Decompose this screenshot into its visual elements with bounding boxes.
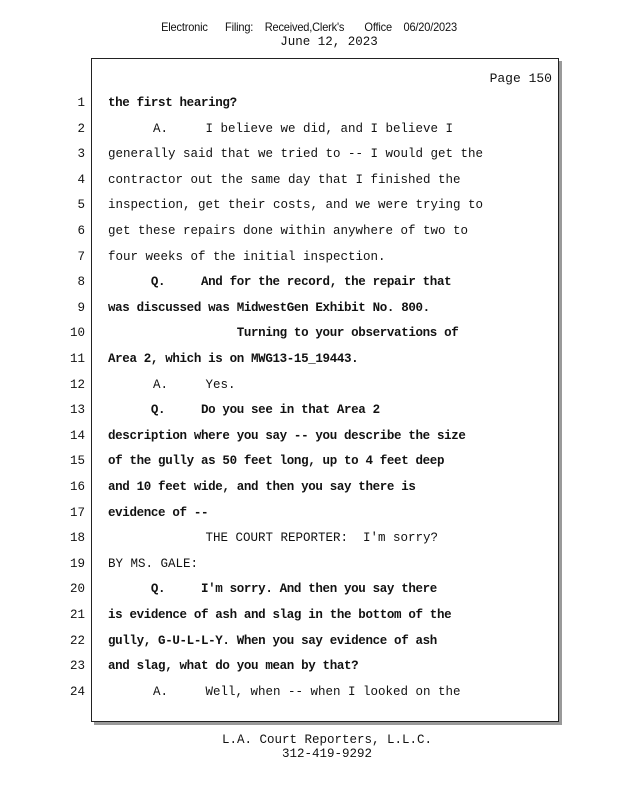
transcript-line: Q. And for the record, the repair that (108, 275, 452, 289)
line-number: 16 (69, 480, 85, 494)
line-number: 3 (77, 147, 85, 161)
line-number: 9 (77, 301, 85, 315)
transcript-line: and 10 feet wide, and then you say there is (108, 480, 416, 494)
line-number: 14 (69, 429, 85, 443)
transcript-line: is evidence of ash and slag in the bottom of the (108, 608, 452, 622)
transcript-line: A. Yes. (108, 378, 236, 392)
transcript-line: THE COURT REPORTER: I'm sorry? (108, 531, 439, 545)
line-number: 20 (69, 582, 85, 596)
transcript-line: description where you say -- you describe the size (108, 429, 466, 443)
transcript-line: Q. I'm sorry. And then you say there (108, 582, 437, 596)
line-number: 2 (77, 122, 85, 136)
line-number: 6 (77, 224, 85, 238)
footer-company: L.A. Court Reporters, L.L.C. (221, 733, 433, 747)
transcript-line: A. Well, when -- when I looked on the (108, 685, 461, 699)
transcript-line: contractor out the same day that I finished the (108, 173, 461, 187)
line-number: 8 (77, 275, 85, 289)
transcript-line: the first hearing? (108, 96, 237, 110)
line-number: 19 (69, 557, 85, 571)
line-number: 24 (69, 685, 85, 699)
line-number: 7 (77, 250, 85, 264)
line-number: 12 (69, 378, 85, 392)
transcript-line: Q. Do you see in that Area 2 (108, 403, 380, 417)
transcript-line: A. I believe we did, and I believe I (108, 122, 454, 136)
line-number: 21 (69, 608, 85, 622)
transcript-line: BY MS. GALE: (108, 557, 199, 571)
transcript-line: four weeks of the initial inspection. (108, 250, 386, 264)
transcript-line: get these repairs done within anywhere of two to (108, 224, 469, 238)
transcript-line: and slag, what do you mean by that? (108, 659, 359, 673)
line-number: 1 (77, 96, 85, 110)
transcript-line: Turning to your observations of (108, 326, 459, 340)
line-number: 18 (69, 531, 85, 545)
transcript-line: Area 2, which is on MWG13-15_19443. (108, 352, 359, 366)
line-number: 10 (69, 326, 85, 340)
transcript-line: evidence of -- (108, 506, 209, 520)
line-number: 23 (69, 659, 85, 673)
line-number: 4 (77, 173, 85, 187)
line-number: 5 (77, 198, 85, 212)
transcript-line: gully, G-U-L-L-Y. When you say evidence of ash (108, 634, 437, 648)
line-number: 11 (69, 352, 85, 366)
transcript-line: of the gully as 50 feet long, up to 4 feet deep (108, 454, 445, 468)
transcript-line: inspection, get their costs, and we were trying to (108, 198, 484, 212)
line-number: 22 (69, 634, 85, 648)
page-number: Page 150 (489, 71, 552, 86)
line-number: 15 (69, 454, 85, 468)
line-number: 13 (69, 403, 85, 417)
efiling-stamp: Electronic Filing: Received,Clerk's Office 06/20/2023 (161, 20, 457, 34)
transcript-line: was discussed was MidwestGen Exhibit No. 800. (108, 301, 430, 315)
header-date: June 12, 2023 (280, 35, 378, 49)
transcript-line: generally said that we tried to -- I would get the (108, 147, 484, 161)
footer-phone: 312-419-9292 (281, 747, 372, 761)
line-number: 17 (69, 506, 85, 520)
